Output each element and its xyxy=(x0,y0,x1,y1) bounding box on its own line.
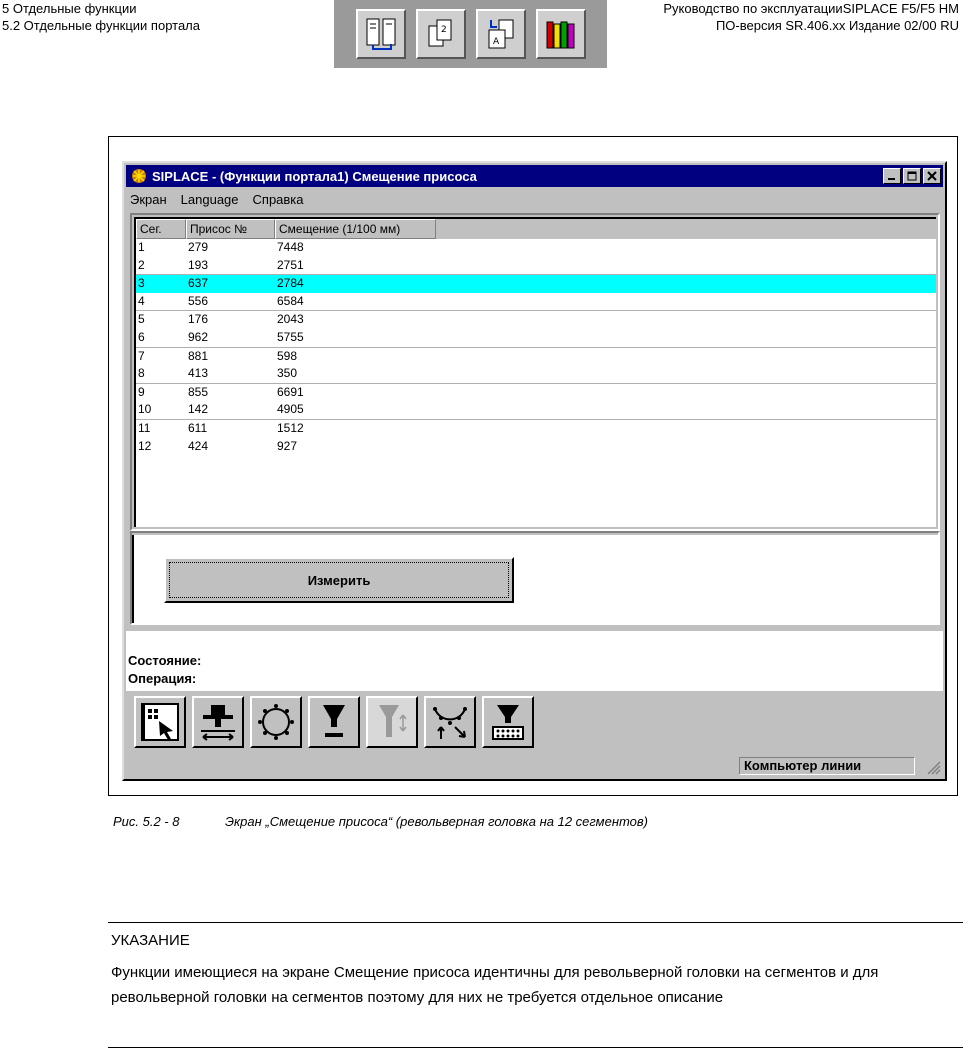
books-icon xyxy=(536,9,586,59)
maximize-button[interactable] xyxy=(903,168,921,184)
table-cell: 350 xyxy=(277,366,298,381)
app-window xyxy=(122,161,947,781)
nozzle-offset-icon xyxy=(371,701,413,743)
layout-icon xyxy=(356,9,406,59)
table-row[interactable] xyxy=(136,384,936,402)
table-cell: 6691 xyxy=(277,384,304,399)
table-cell: 2751 xyxy=(277,257,304,272)
table-cell: 424 xyxy=(188,438,209,453)
figure-caption xyxy=(113,814,648,829)
table-header xyxy=(136,219,936,239)
column-nozzle[interactable]: Присос № xyxy=(186,219,275,239)
chapter-title: 5 Отдельные функции xyxy=(2,1,137,16)
select-tool-button[interactable] xyxy=(134,696,186,748)
offset-list-panel xyxy=(130,213,940,531)
component-sensor-button[interactable] xyxy=(482,696,534,748)
table-cell: 193 xyxy=(188,257,209,272)
table-cell: 4 xyxy=(138,293,145,308)
revolver-head-button[interactable] xyxy=(250,696,302,748)
measure-button[interactable]: Измерить xyxy=(164,557,514,603)
header-icon-strip xyxy=(334,0,607,68)
figure-number: Рис. 5.2 - 8 xyxy=(113,814,180,829)
page-header-left xyxy=(2,0,200,34)
table-cell: 413 xyxy=(188,366,209,381)
table-cell: 556 xyxy=(188,293,209,308)
note-body: Функции имеющиеся на экране Смещение присоса идентичны для револьверной головки на сегментов и для револьверной головки на сегментов поэтому для них не требуется отдельное описание xyxy=(111,964,879,1006)
column-offset[interactable]: Смещение (1/100 мм) xyxy=(275,219,436,239)
table-row[interactable] xyxy=(136,311,936,329)
nozzle-button[interactable] xyxy=(308,696,360,748)
table-cell: 6584 xyxy=(277,293,304,308)
nozzle-offset-button[interactable] xyxy=(366,696,418,748)
resize-grip-icon[interactable] xyxy=(925,759,941,775)
window-title: SIPLACE - (Функции портала1) Смещение присоса xyxy=(152,168,477,184)
line-computer-status: Компьютер линии xyxy=(739,757,915,775)
svg-text:A: A xyxy=(492,37,499,47)
table-cell: 176 xyxy=(188,312,209,327)
title-bar[interactable] xyxy=(126,165,943,187)
table-cell: 10 xyxy=(138,402,152,417)
note-title: УКАЗАНИЕ xyxy=(111,932,190,949)
table-cell: 598 xyxy=(277,348,298,363)
table-cell: 7 xyxy=(138,348,145,363)
offset-table[interactable] xyxy=(134,217,936,527)
table-cell: 855 xyxy=(188,384,209,399)
menu-help[interactable]: Справка xyxy=(252,191,304,207)
status-label: Состояние: xyxy=(128,653,202,668)
table-cell: 5 xyxy=(138,312,145,327)
screenshot-frame xyxy=(108,136,958,796)
table-cell: 3 xyxy=(138,276,145,291)
page-header-right xyxy=(663,0,959,34)
note-bottom-rule xyxy=(108,1047,963,1048)
manual-title: Руководство по эксплуатацииSIPLACE F5/F5 HM xyxy=(663,1,959,16)
table-cell: 9 xyxy=(138,384,145,399)
table-cell: 8 xyxy=(138,366,145,381)
status-area xyxy=(126,631,943,691)
software-version: ПО-версия SR.406.xx Издание 02/00 RU xyxy=(715,18,959,33)
pages-icon xyxy=(416,9,466,59)
table-body xyxy=(136,239,936,455)
table-cell: 962 xyxy=(188,329,209,344)
column-segment[interactable]: Сег. xyxy=(136,219,186,239)
status-bar xyxy=(126,755,943,777)
table-row[interactable] xyxy=(136,401,936,420)
table-row[interactable] xyxy=(136,420,936,438)
menu-screen[interactable]: Экран xyxy=(130,191,167,207)
menu-language[interactable]: Language xyxy=(180,191,239,207)
table-cell: 2784 xyxy=(277,276,304,291)
table-row[interactable] xyxy=(136,365,936,384)
operation-label: Операция: xyxy=(128,671,197,686)
gantry-icon xyxy=(197,701,239,743)
nozzle-icon xyxy=(313,701,355,743)
table-cell: 1 xyxy=(138,240,145,254)
revolver-head-icon xyxy=(255,701,297,743)
table-cell: 881 xyxy=(188,348,209,363)
table-row[interactable] xyxy=(136,348,936,366)
table-row[interactable] xyxy=(136,275,936,293)
minimize-button[interactable] xyxy=(883,168,901,184)
svg-text:2: 2 xyxy=(440,25,447,35)
gantry-move-button[interactable] xyxy=(192,696,244,748)
table-cell: 2043 xyxy=(277,312,304,327)
segment-rotate-button[interactable] xyxy=(424,696,476,748)
button-panel xyxy=(130,531,940,625)
table-cell: 5755 xyxy=(277,329,304,344)
table-cell: 1512 xyxy=(277,420,304,435)
table-row[interactable] xyxy=(136,257,936,276)
table-cell: 6 xyxy=(138,329,145,344)
segment-rotate-icon xyxy=(429,701,471,743)
table-cell: 142 xyxy=(188,402,209,417)
select-cursor-icon xyxy=(139,701,181,743)
table-cell: 4905 xyxy=(277,402,304,417)
figure-text: Экран „Смещение присоса“ (револьверная головка на 12 сегментов) xyxy=(225,814,649,829)
menu-bar xyxy=(130,189,304,209)
note-top-rule xyxy=(108,922,963,923)
component-sensor-icon xyxy=(487,701,529,743)
table-cell: 7448 xyxy=(277,240,304,254)
table-row[interactable] xyxy=(136,293,936,312)
table-cell: 2 xyxy=(138,257,145,272)
table-cell: 927 xyxy=(277,438,298,453)
table-cell: 637 xyxy=(188,276,209,291)
table-cell: 279 xyxy=(188,240,209,254)
table-row[interactable] xyxy=(136,329,936,348)
siplace-logo-icon xyxy=(130,167,148,185)
table-cell: 11 xyxy=(138,420,151,435)
function-toolbar xyxy=(134,696,534,748)
table-row[interactable] xyxy=(136,438,936,456)
table-cell: 611 xyxy=(188,420,208,435)
table-row[interactable] xyxy=(136,239,936,257)
exchange-icon xyxy=(476,9,526,59)
table-cell: 12 xyxy=(138,438,152,453)
close-button[interactable] xyxy=(923,168,941,184)
section-title: 5.2 Отдельные функции портала xyxy=(2,18,200,33)
